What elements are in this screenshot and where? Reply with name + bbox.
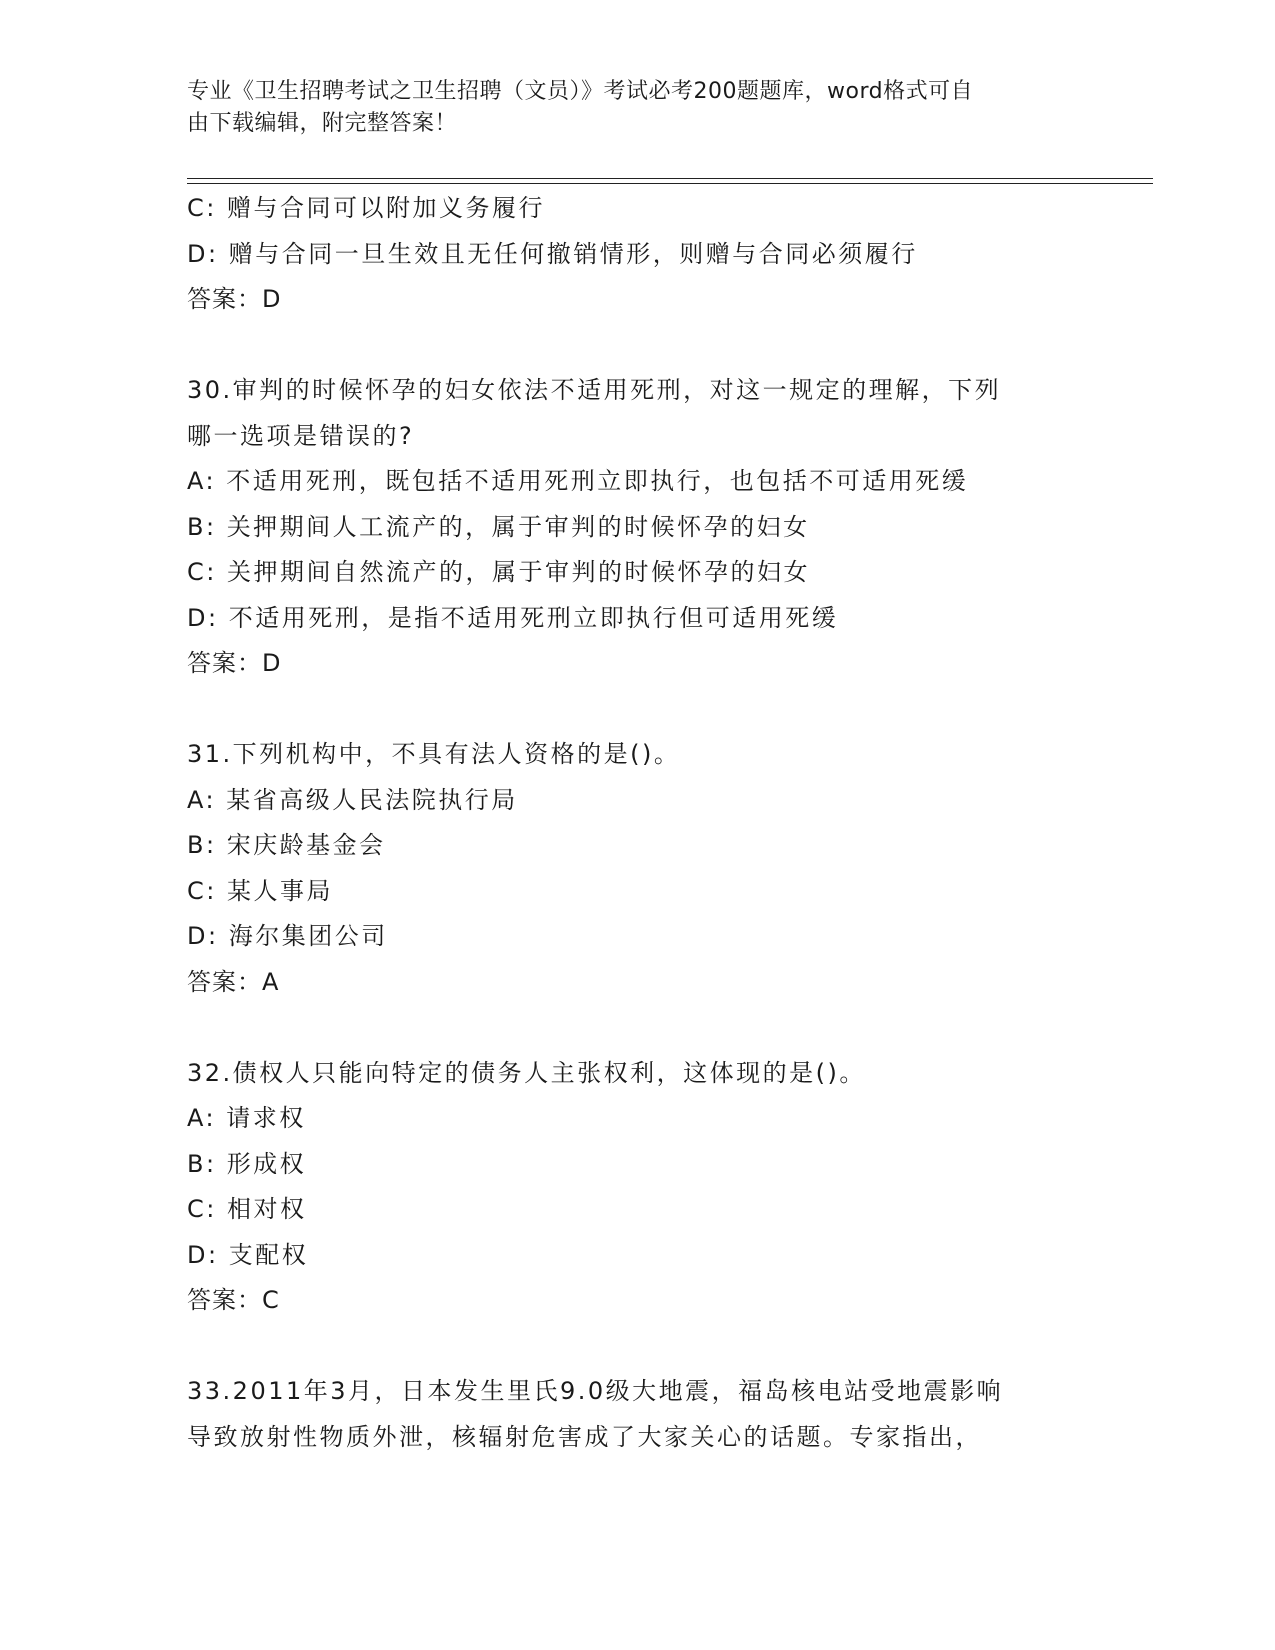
option-c: C: 赠与合同可以附加义务履行 bbox=[187, 194, 545, 222]
question-30 bbox=[187, 368, 1087, 687]
question-31 bbox=[187, 732, 1087, 1005]
option-letter: D bbox=[187, 603, 208, 632]
option-text: 关押期间人工流产的，属于审判的时候怀孕的妇女 bbox=[226, 512, 810, 541]
option-letter: C bbox=[187, 194, 207, 222]
header-line-2: 由下载编辑，附完整答案！ bbox=[187, 111, 458, 136]
option-letter: C bbox=[187, 1195, 207, 1223]
question-text: 33.2011年3月，日本发生里氏9.0级大地震，福岛核电站受地震影响 bbox=[187, 1377, 1004, 1405]
option-letter: A bbox=[187, 1104, 206, 1132]
option-d: D: 赠与合同一旦生效且无任何撤销情形，则赠与合同必须履行 bbox=[187, 239, 918, 268]
question-text: 30.审判的时候怀孕的妇女依法不适用死刑，对这一规定的理解，下列 bbox=[187, 376, 1002, 404]
header-line-1: 专业《卫生招聘考试之卫生招聘（文员）》考试必考200题题库，word格式可自 bbox=[187, 79, 974, 104]
option-text: 赠与合同可以附加义务履行 bbox=[226, 194, 545, 222]
option-letter: D bbox=[187, 922, 208, 950]
option-letter: D bbox=[187, 239, 208, 268]
option-text: 关押期间自然流产的，属于审判的时候怀孕的妇女 bbox=[226, 558, 810, 586]
header-divider-top bbox=[187, 178, 1153, 179]
option-letter: C bbox=[187, 876, 207, 905]
option-text: 不适用死刑，既包括不适用死刑立即执行，也包括不可适用死缓 bbox=[226, 467, 969, 495]
option-c: C: 关押期间自然流产的，属于审判的时候怀孕的妇女 bbox=[187, 558, 810, 586]
option-text: 形成权 bbox=[226, 1149, 307, 1178]
option-letter: D bbox=[187, 1240, 208, 1269]
option-b: B: 形成权 bbox=[187, 1149, 307, 1178]
option-text: 宋庆龄基金会 bbox=[226, 831, 386, 859]
question-text: 哪一选项是错误的? bbox=[187, 421, 415, 450]
option-text: 请求权 bbox=[226, 1104, 306, 1132]
option-text: 某人事局 bbox=[226, 876, 333, 905]
option-a: A: 请求权 bbox=[187, 1104, 306, 1132]
answer-line: 答案：A bbox=[187, 967, 280, 996]
option-a: A: 某省高级人民法院执行局 bbox=[187, 785, 518, 814]
option-letter: A bbox=[187, 467, 206, 495]
question-text: 31.下列机构中，不具有法人资格的是()。 bbox=[187, 740, 681, 768]
answer-line: 答案：D bbox=[187, 649, 282, 677]
option-d: D: 海尔集团公司 bbox=[187, 922, 388, 950]
document-header bbox=[187, 76, 1067, 140]
option-c: C: 相对权 bbox=[187, 1195, 307, 1223]
question-list bbox=[187, 186, 1087, 1460]
answer-line: 答案：D bbox=[187, 285, 282, 313]
option-letter: A bbox=[187, 785, 206, 814]
question-text: 导致放射性物质外泄，核辐射危害成了大家关心的话题。专家指出， bbox=[187, 1422, 982, 1451]
option-b: B: 关押期间人工流产的，属于审判的时候怀孕的妇女 bbox=[187, 512, 810, 541]
option-letter: B bbox=[187, 512, 206, 541]
header-divider-bottom bbox=[187, 183, 1153, 184]
answer-line: 答案：C bbox=[187, 1286, 280, 1314]
option-text: 相对权 bbox=[226, 1195, 307, 1223]
option-a: A: 不适用死刑，既包括不适用死刑立即执行，也包括不可适用死缓 bbox=[187, 467, 969, 495]
option-text: 某省高级人民法院执行局 bbox=[226, 785, 518, 814]
option-d: D: 支配权 bbox=[187, 1240, 309, 1269]
option-letter: B bbox=[187, 1149, 206, 1178]
option-letter: B bbox=[187, 831, 206, 859]
option-d: D: 不适用死刑，是指不适用死刑立即执行但可适用死缓 bbox=[187, 603, 839, 632]
option-b: B: 宋庆龄基金会 bbox=[187, 831, 386, 859]
option-c: C: 某人事局 bbox=[187, 876, 333, 905]
question-32 bbox=[187, 1051, 1087, 1324]
option-text: 海尔集团公司 bbox=[228, 922, 388, 950]
question-text: 32.债权人只能向特定的债务人主张权利，这体现的是()。 bbox=[187, 1058, 866, 1087]
question-33 bbox=[187, 1369, 1087, 1460]
option-text: 赠与合同一旦生效且无任何撤销情形，则赠与合同必须履行 bbox=[228, 239, 918, 268]
option-letter: C bbox=[187, 558, 207, 586]
option-text: 支配权 bbox=[228, 1240, 309, 1269]
option-text: 不适用死刑，是指不适用死刑立即执行但可适用死缓 bbox=[228, 603, 839, 632]
